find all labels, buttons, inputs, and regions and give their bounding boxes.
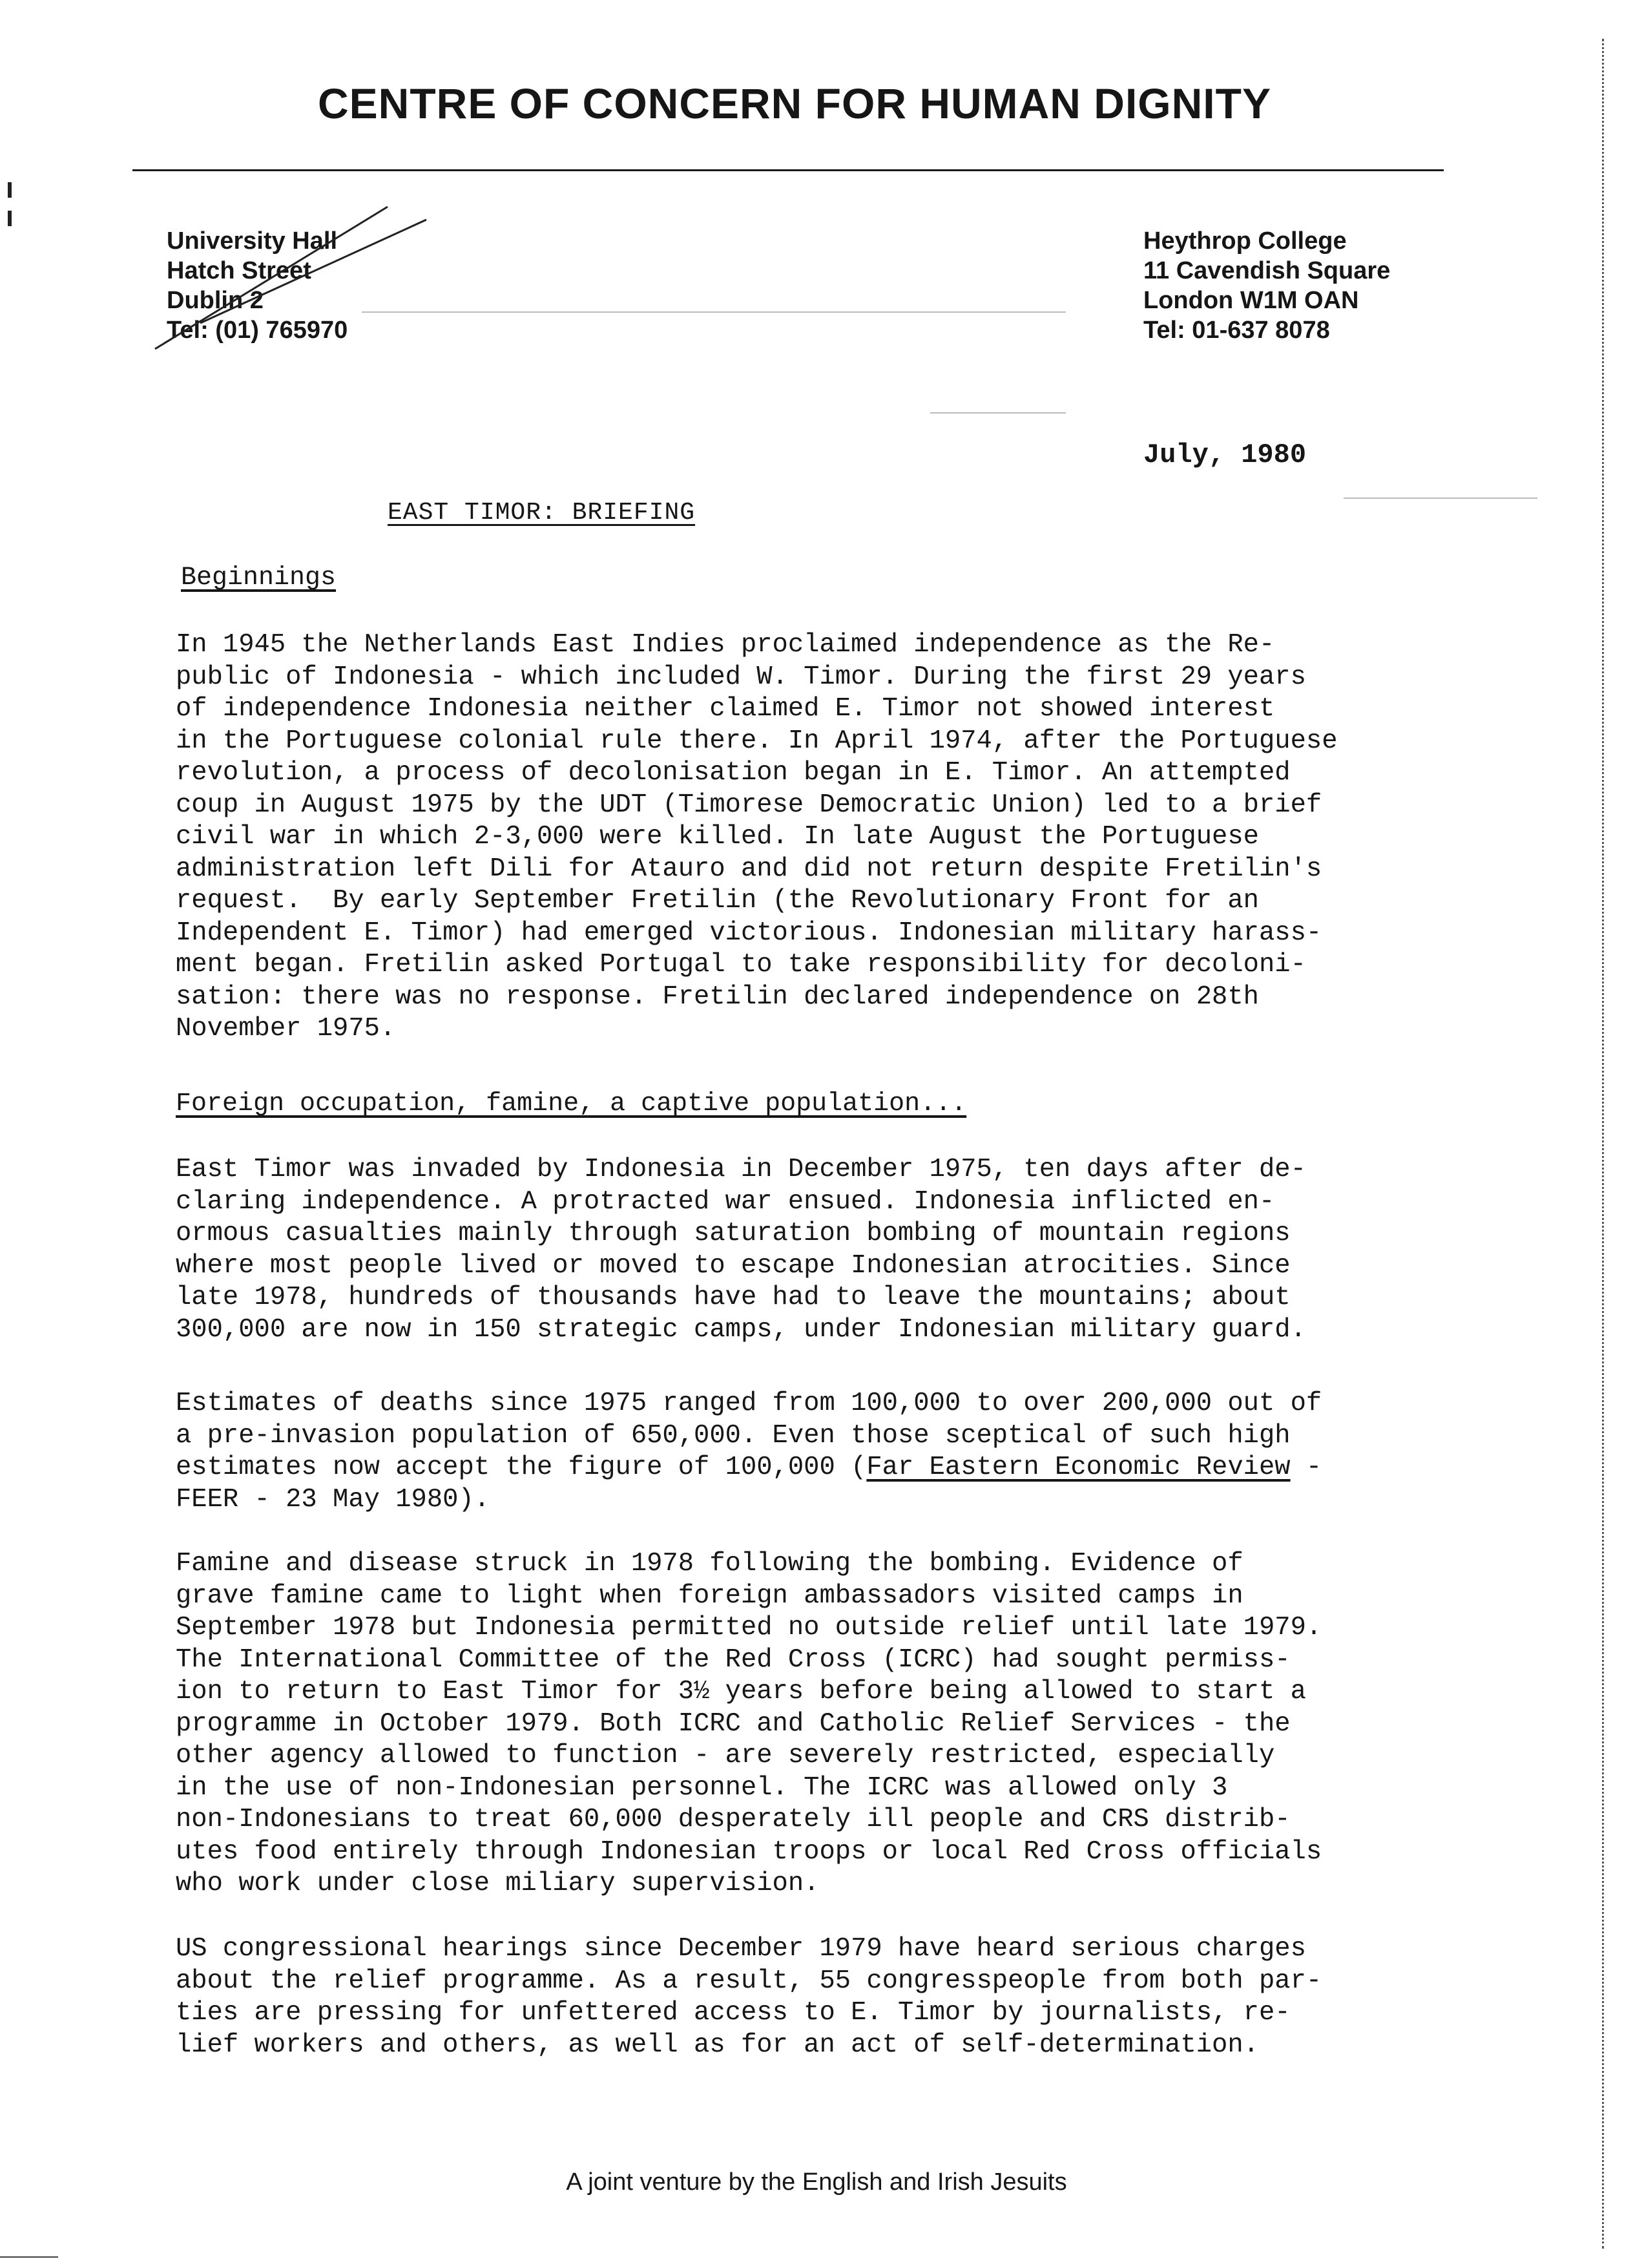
london-address-line: Heythrop College <box>1143 227 1347 255</box>
london-address-line: London W1M OAN <box>1143 287 1359 314</box>
scan-mark <box>8 211 12 226</box>
text-line: coup in August 1975 by the UDT (Timorese Democratic Union) led to a brief <box>176 790 1322 820</box>
text-line: in the Portuguese colonial rule there. In April 1974, after the Portuguese <box>176 726 1338 756</box>
text-line: who work under close miliary supervision. <box>176 1869 820 1898</box>
text-line: programme in October 1979. Both ICRC and Catholic Relief Services - the <box>176 1708 1291 1739</box>
text-line: US congressional hearings since December 1979 have heard serious charges <box>176 1934 1306 1964</box>
page-footer: A joint venture by the English and Irish Jesuits <box>566 2168 1067 2196</box>
text-line: In 1945 the Netherlands East Indies proclaimed independence as the Re- <box>176 630 1275 660</box>
text-line: 300,000 are now in 150 strategic camps, under Indonesian military guard. <box>176 1314 1306 1345</box>
paragraph-famine <box>176 1548 1322 1900</box>
text-line: public of Indonesia - which included W. Timor. During the first 29 years <box>176 662 1306 692</box>
briefing-title: EAST TIMOR: BRIEFING <box>388 499 696 527</box>
text-line: a pre-invasion population of 650,000. Even those sceptical of such high <box>176 1420 1291 1451</box>
scan-mark <box>0 2256 58 2258</box>
text-fragment: estimates now accept the figure of 100,000 ( <box>176 1453 867 1482</box>
text-line: utes food entirely through Indonesian troops or local Red Cross officials <box>176 1836 1322 1867</box>
text-line: Independent E. Timor) had emerged victorious. Indonesian military harass- <box>176 918 1322 948</box>
text-line: ion to return to East Timor for 3½ years before being allowed to start a <box>176 1677 1306 1706</box>
letter-date: July, 1980 <box>1143 439 1307 470</box>
paragraph-death-estimates <box>176 1388 1322 1516</box>
paragraph-invasion <box>176 1154 1306 1346</box>
text-line: ormous casualties mainly through saturation bombing of mountain regions <box>176 1219 1291 1248</box>
handwritten-strikethrough <box>142 194 439 362</box>
text-line: ties are pressing for unfettered access to E. Timor by journalists, re- <box>176 1998 1291 2028</box>
text-line: claring independence. A protracted war ensued. Indonesia inflicted en- <box>176 1186 1275 1217</box>
scan-mark <box>362 311 1066 313</box>
text-line: grave famine came to light when foreign ambassadors visited camps in <box>176 1580 1243 1611</box>
text-fragment: - <box>1290 1453 1322 1482</box>
text-line: sation: there was no response. Fretilin declared independence on 28th <box>176 982 1259 1012</box>
scan-mark <box>930 412 1066 414</box>
section-heading-beginnings: Beginnings <box>181 563 337 593</box>
text-line: in the use of non-Indonesian personnel. The ICRC was allowed only 3 <box>176 1772 1228 1803</box>
binding-edge <box>1602 39 1604 2249</box>
text-line: lief workers and others, as well as for an act of self-determination. <box>176 2030 1259 2060</box>
scan-mark <box>1344 498 1537 499</box>
dublin-address-line: Dublin 2 <box>167 287 264 314</box>
london-address <box>1143 226 1390 345</box>
london-address-line: 11 Cavendish Square <box>1143 257 1391 284</box>
text-line: November 1975. <box>176 1014 396 1044</box>
text-line: of independence Indonesia neither claimed E. Timor not showed interest <box>176 694 1275 724</box>
paragraph-us-hearings <box>176 1933 1322 2061</box>
text-line: where most people lived or moved to escape Indonesian atrocities. Since <box>176 1250 1291 1281</box>
publication-title: Far Eastern Economic Review <box>866 1453 1291 1482</box>
scan-mark <box>8 182 12 198</box>
text-line: The International Committee of the Red Cross (ICRC) had sought permiss- <box>176 1644 1291 1675</box>
text-line: ment began. Fretilin asked Portugal to take responsibility for decoloni- <box>176 950 1306 980</box>
dublin-address-line: Tel: (01) 765970 <box>167 317 348 344</box>
text-line: late 1978, hundreds of thousands have had to leave the mountains; about <box>176 1283 1291 1312</box>
text-line: non-Indonesians to treat 60,000 desperately ill people and CRS distrib- <box>176 1805 1291 1834</box>
text-line <box>176 1452 1322 1484</box>
organization-title: CENTRE OF CONCERN FOR HUMAN DIGNITY <box>318 79 1271 127</box>
text-line: Estimates of deaths since 1975 ranged from 100,000 to over 200,000 out of <box>176 1389 1322 1418</box>
text-line: Famine and disease struck in 1978 following the bombing. Evidence of <box>176 1549 1243 1579</box>
dublin-address-line: University Hall <box>167 227 337 255</box>
text-line: other agency allowed to function - are severely restricted, especially <box>176 1741 1275 1770</box>
paragraph-beginnings <box>176 629 1338 1045</box>
text-line: civil war in which 2-3,000 were killed. In late August the Portuguese <box>176 822 1259 852</box>
text-line: about the relief programme. As a result, 55 congresspeople from both par- <box>176 1966 1322 1996</box>
text-line: East Timor was invaded by Indonesia in December 1975, ten days after de- <box>176 1155 1306 1184</box>
header-divider <box>132 169 1444 171</box>
text-line: September 1978 but Indonesia permitted no outside relief until late 1979. <box>176 1613 1322 1643</box>
text-line: request. By early September Fretilin (the Revolutionary Front for an <box>176 886 1259 916</box>
text-line: administration left Dili for Atauro and did not return despite Fretilin's <box>176 854 1322 884</box>
dublin-address-line: Hatch Street <box>167 257 311 284</box>
section-heading-occupation: Foreign occupation, famine, a captive population... <box>176 1089 967 1118</box>
london-address-line: Tel: 01-637 8078 <box>1143 317 1330 344</box>
text-line: FEER - 23 May 1980). <box>176 1484 490 1515</box>
text-line: revolution, a process of decolonisation began in E. Timor. An attempted <box>176 758 1291 788</box>
